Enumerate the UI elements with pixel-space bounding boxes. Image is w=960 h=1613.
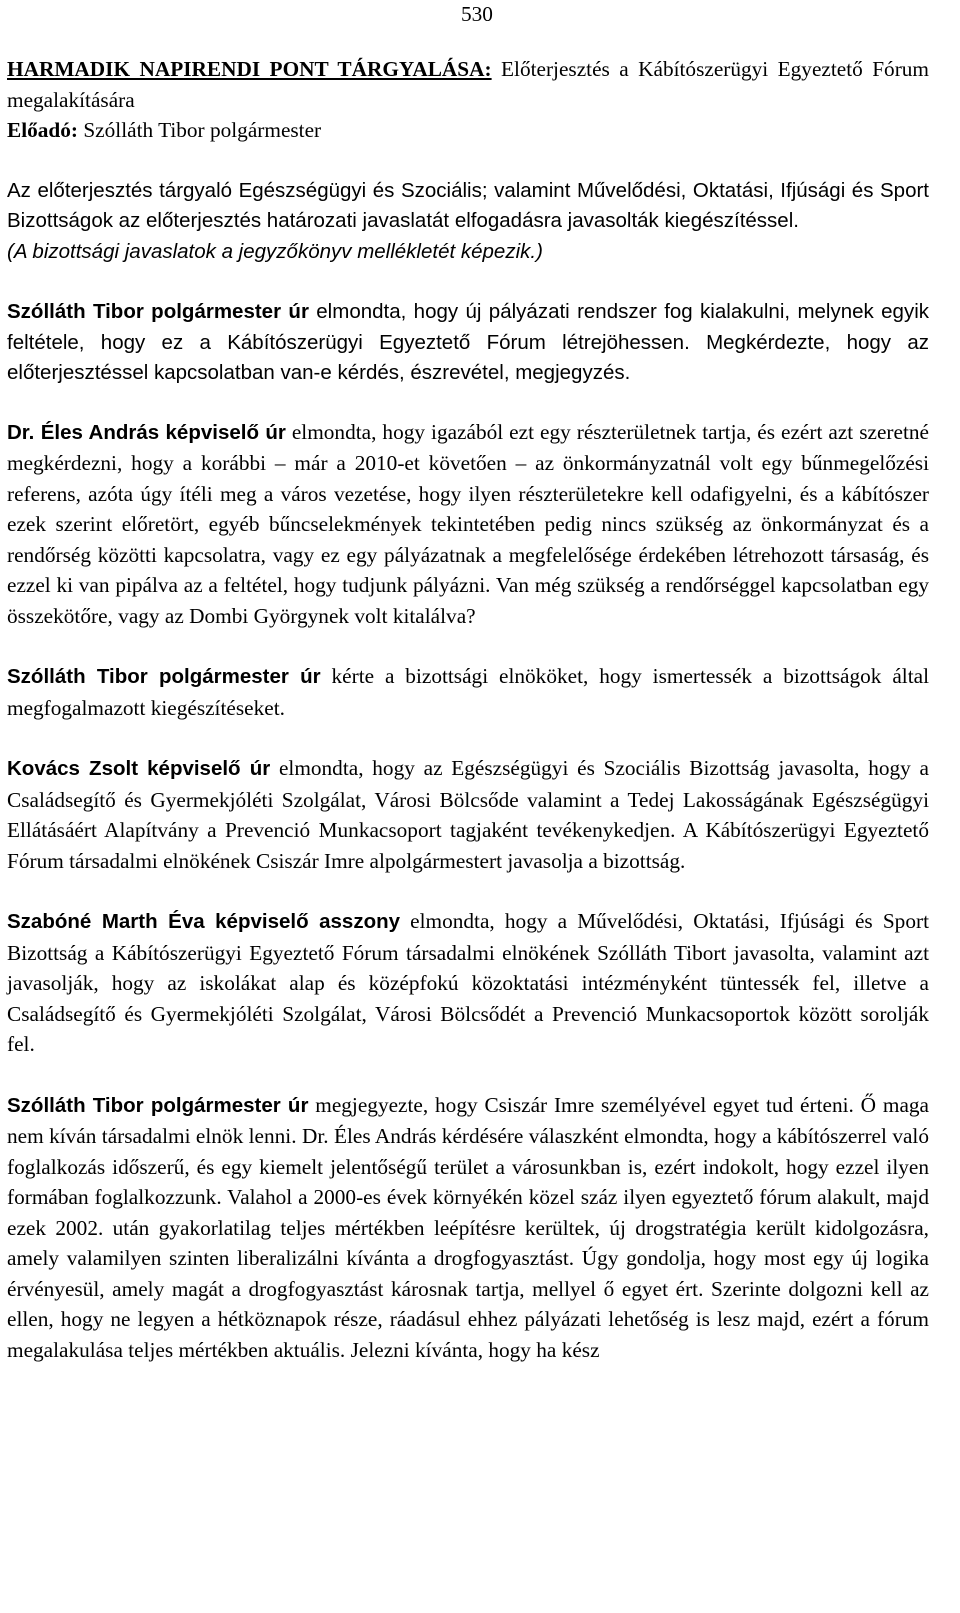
page-number: 530 [461,2,493,26]
document-body [7,54,929,1365]
intro-note: (A bizottsági javaslatok a jegyzőkönyv mellékletét képezik.) [7,239,543,263]
agenda-heading-label: HARMADIK NAPIRENDI PONT TÁRGYALÁSA: [7,57,492,81]
agenda-heading-title: Előterjesztés a Kábítószerügyi Egyeztető Fórum megalakítására [7,57,930,112]
agenda-heading [7,54,929,115]
speech-text: megjegyezte, hogy Csiszár Imre személyével egyet tud érteni. Ő maga nem kíván társadalmi elnök lenni. Dr. Éles András kérdésére válaszként elmondta, hogy a kábítószerrel való foglalkozás időszerű, és egy kiemelt jelentőségű terület a városunkban is, ezért indokolt, hogy ezzel ilyen formában foglalkozzunk. Valahol a 2000-es évek környékén közel száz ilyen egyeztető fórum alakult, majd ezek 2002. után gyakorlatilag teljes mértékben leépítésre kerültek, új drogstratégia került kidolgozásra, amely valamilyen szinten liberalizálni kívánta a drogfogyasztást. Úgy gondolja, hogy most egy új logika érvényesül, amely magát a drogfogyasztást károsnak tartja, mellyel ő egyet ért. Szerinte dolgozni kell az ellen, hogy ne legyen a hétköznapok része, ráadásul ehhez pályázati lehetőség is lesz majd, ezért a fórum megalakulása teljes mértékben aktuális. Jelezni kívánta, hogy ha kész [7,1092,929,1362]
speaker-name: Dr. Éles András képviselő úr [7,420,286,444]
speaker-name: Szabóné Marth Éva képviselő asszony [7,910,401,933]
speaker-name: Szólláth Tibor polgármester úr [7,1093,309,1117]
speech-text: elmondta, hogy igazából ezt egy részterületnek tartja, és ezért azt szeretné megkérdezni, hogy a korábbi – már a 2010-et követően – az önkormányzatnál volt egy bűnmegelőzési referens, azóta úgy ítéli meg a város vezetése, hogy ilyen részterületekre kell odafigyelni, és a kábítószer ezek szerint előretört, egyéb bűncselekmények tekintetében pedig nincs szükség az önkormányzat és a rendőrség közötti kapcsolatra, vagy ez egy pályázatnak a megfelelősége érdekében létrehozott társaság, és ezzel ki van pipálva az a feltétel, hogy tudjunk pályázni. Van még szükség a rendőrséggel kapcsolatban egy összekötőre, vagy az Dombi Györgynek volt kitalálva? [7,419,929,628]
speech-text: elmondta, hogy új pályázati rendszer fog kialakulni, melynek egyik feltétele, hogy ez a Kábítószerügyi Egyeztető Fórum létrejöhessen. Megkérdezte, hogy az előterjesztéssel kapcsolatban van-e kérdés, észrevétel, megjegyzés. [7,300,929,384]
speaker-name: Szólláth Tibor polgármester úr [7,300,309,323]
speech-paragraph [7,906,929,1060]
intro-paragraph: Az előterjesztés tárgyaló Egészségügyi és Szociális; valamint Művelődési, Oktatási, Ifjúsági és Sport Bizottságok az előterjesztés határozati javaslatát elfogadásra javasolták kiegészítéssel. [7,178,929,232]
presenter-label: Előadó: [7,118,79,142]
speech-paragraph [7,661,929,723]
speech-paragraph [7,417,929,632]
speech-paragraph [7,753,929,876]
presenter-name: Szólláth Tibor polgármester [78,118,322,142]
speech-text: elmondta, hogy az Egészségügyi és Szociális Bizottság javasolta, hogy a Családsegítő és Gyermekjóléti Szolgálat, Városi Bölcsőde valamint a Tedej Lakosságának Egészségügyi Ellátásáért Alapítvány a Prevenció Munkacsoport tagjaként tevékenykedjen. A Kábítószerügyi Egyeztető Fórum társadalmi elnökének Csiszár Imre alpolgármestert javasolja a bizottság. [7,756,929,873]
presenter-line [7,115,929,146]
speaker-name: Kovács Zsolt képviselő úr [7,757,271,780]
speech-paragraph [7,297,929,389]
speaker-name: Szólláth Tibor polgármester úr [7,665,321,688]
speech-text: elmondta, hogy a Művelődési, Oktatási, Ifjúsági és Sport Bizottság a Kábítószerügyi Egyeztető Fórum társadalmi elnökének Szólláth Tibort javasolta, valamint azt javasolják, hogy az iskolákat alap és középfokú közoktatási intézményként tüntessék fel, illetve a Családsegítő és Gyermekjóléti Szolgálat, Városi Bölcsődét a Prevenció Munkacsoportok között sorolják fel. [7,909,929,1056]
speech-text: kérte a bizottsági elnököket, hogy ismertessék a bizottságok által megfogalmazott kiegészítéseket. [7,664,930,720]
speech-paragraph [7,1090,929,1366]
